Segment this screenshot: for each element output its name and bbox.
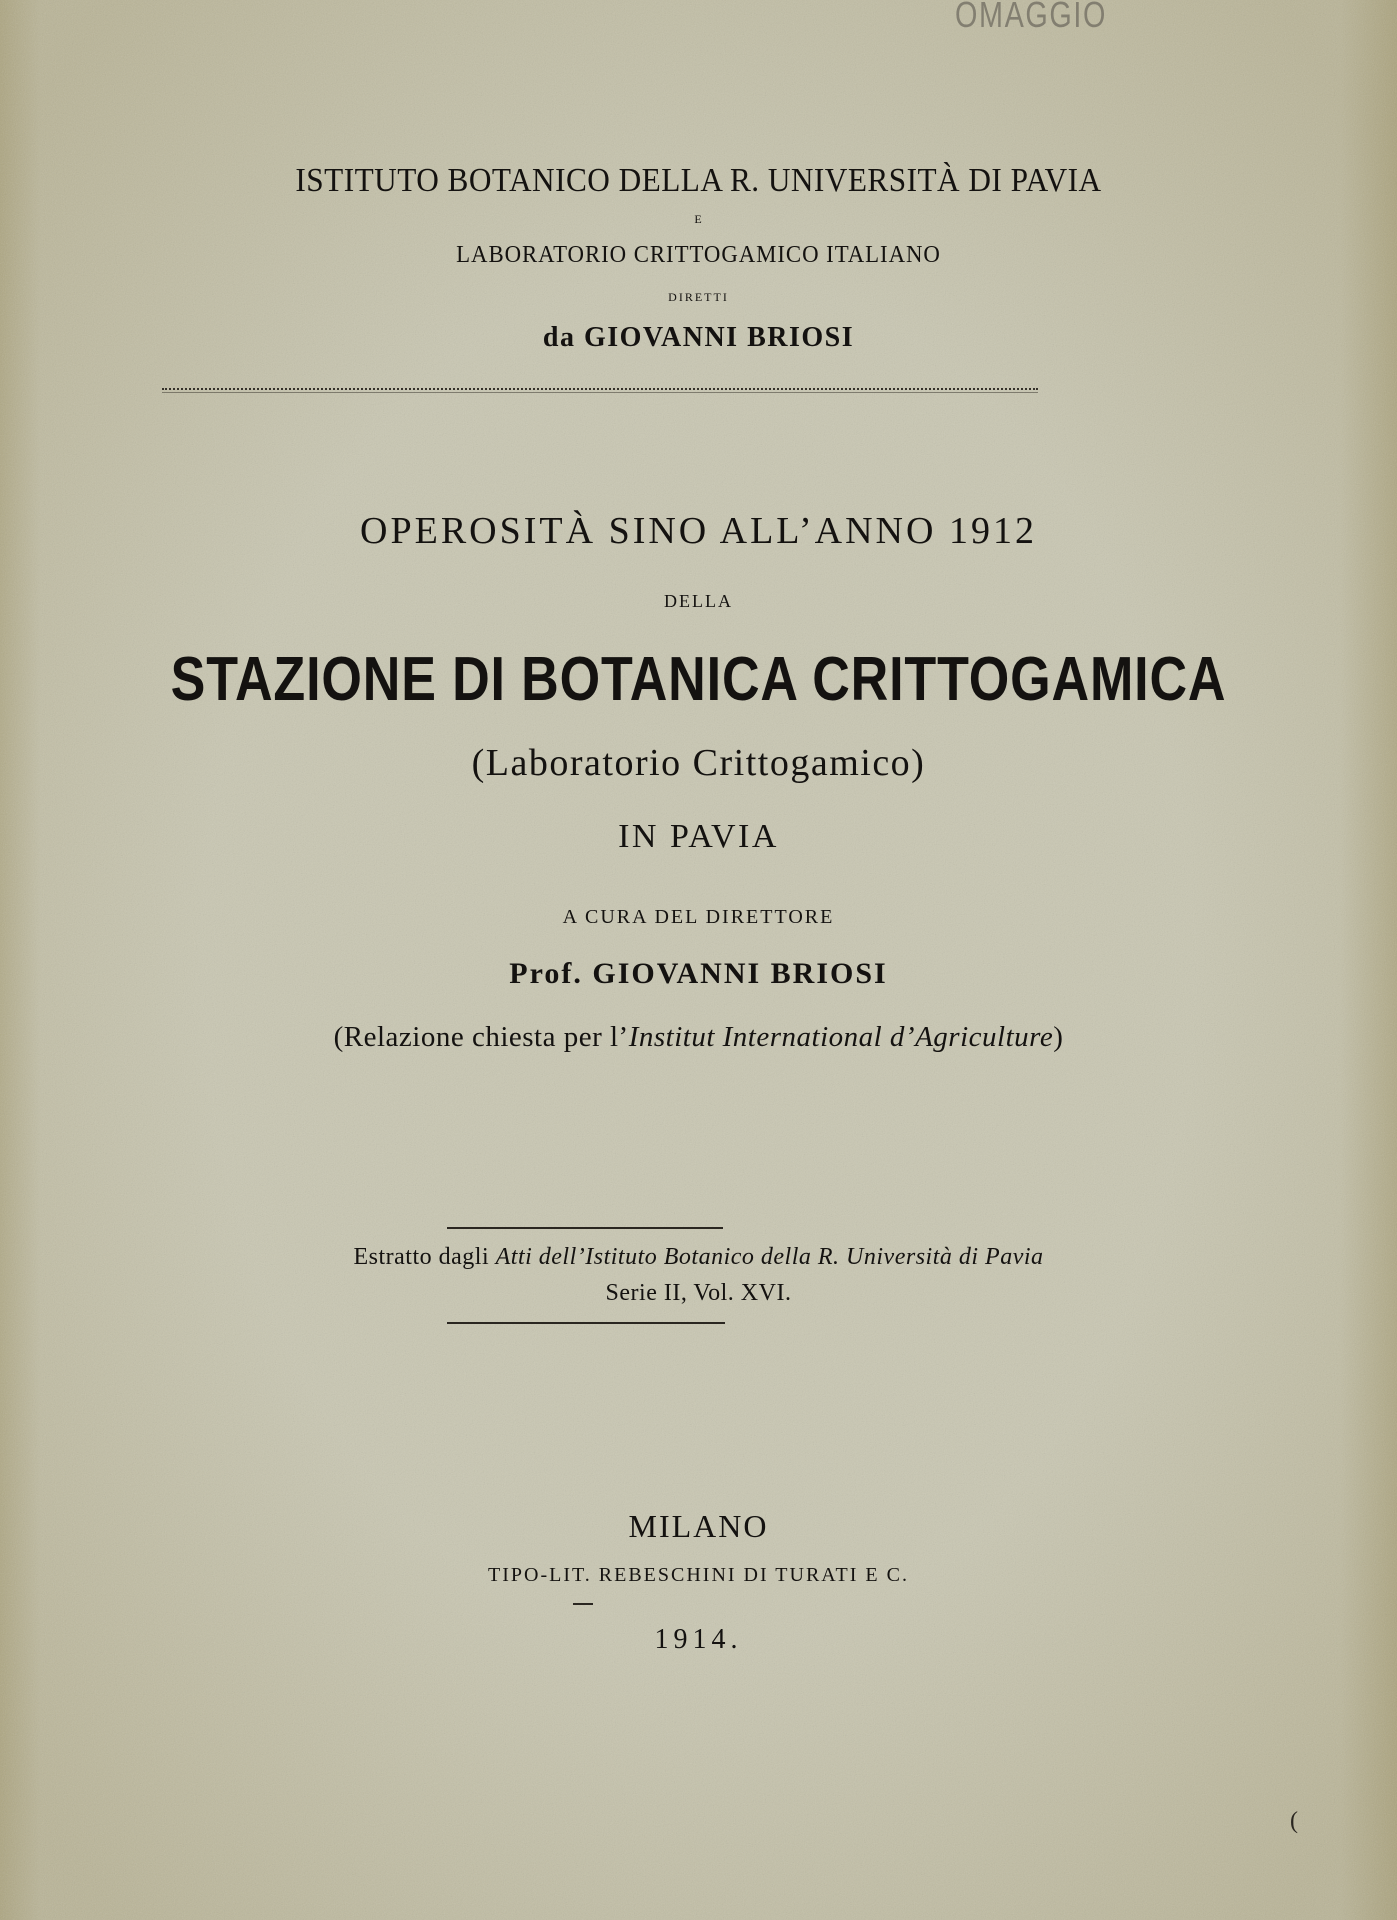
imprint-dash [573,1603,593,1605]
subtitle: (Laboratorio Crittogamico) [471,742,926,784]
conjunction-e: E [694,212,703,226]
operosita-heading: OPEROSITÀ SINO ALL’ANNO 1912 [360,510,1037,552]
report-note-prefix: (Relazione chiesta per l’ [333,1021,629,1053]
place-line: IN PAVIA [618,818,779,855]
series-line: Serie II, Vol. XVI. [605,1280,792,1306]
extract-line [0,1244,1397,1271]
header-divider [162,388,1038,390]
report-note-institution: Institut International d’Agriculture [628,1021,1054,1053]
laboratory-line: LABORATORIO CRITTOGAMICO ITALIANO [456,242,941,268]
director-name: da GIOVANNI BRIOSI [542,322,855,353]
report-note [0,1021,1397,1054]
omaggio-stamp: OMAGGIO [955,0,1108,35]
care-of-line: A CURA DEL DIRETTORE [562,906,835,928]
imprint-printer: TIPO-LIT. REBESCHINI DI TURATI E C. [488,1564,909,1586]
author-name: Prof. GIOVANNI BRIOSI [509,957,888,990]
header-divider-underline [162,392,1038,393]
directed-by-label: DIRETTI [668,290,729,304]
extract-rule-top [447,1227,723,1229]
imprint-year: 1914. [654,1624,743,1655]
imprint-city: MILANO [628,1508,769,1544]
report-note-suffix: ) [1053,1021,1064,1053]
extract-source: Atti dell’Istituto Botanico della R. Università di Pavia [495,1244,1044,1270]
institute-line: ISTITUTO BOTANICO DELLA R. UNIVERSITÀ DI PAVIA [295,162,1102,199]
main-title: STAZIONE DI BOTANICA CRITTOGAMICA [170,645,1227,714]
margin-mark: ( [1290,1808,1298,1834]
extract-rule-bottom [447,1322,725,1324]
extract-prefix: Estratto dagli [353,1244,496,1270]
della-label: DELLA [664,591,733,611]
